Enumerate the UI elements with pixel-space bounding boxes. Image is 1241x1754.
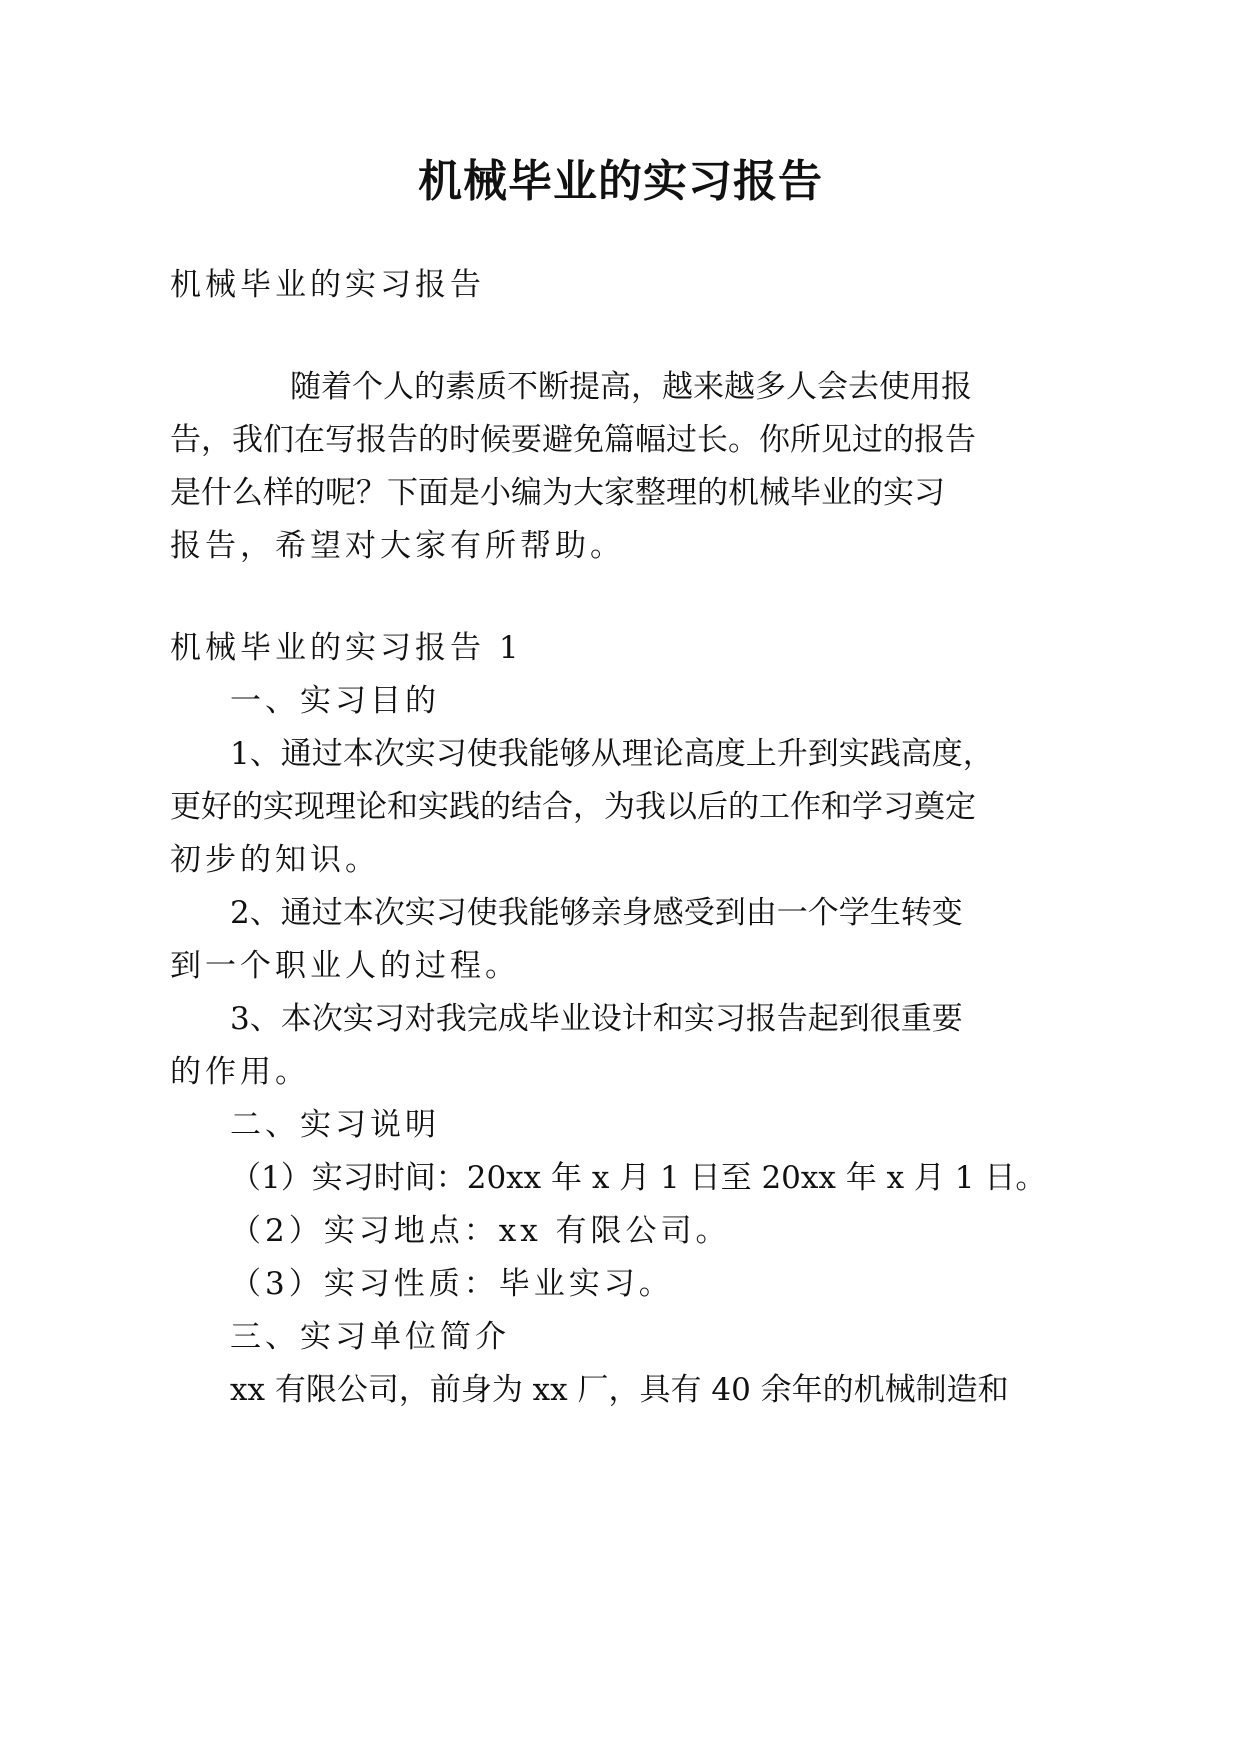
intro-line-2: 告，我们在写报告的时候要避免篇幅过长。你所见过的报告: [170, 422, 976, 458]
intro-line-3: 是什么样的呢？下面是小编为大家整理的机械毕业的实习: [170, 475, 945, 511]
note-nature: （3）实习性质：毕业实习。: [230, 1266, 674, 1302]
intro-line-4: 报告，希望对大家有所帮助。: [170, 528, 625, 564]
intro-line-1: 随着个人的素质不断提高，越来越多人会去使用报: [290, 369, 972, 405]
purpose-3-line-1: 3、本次实习对我完成毕业设计和实习报告起到很重要: [230, 1001, 963, 1037]
note-time: （1）实习时间：20xx 年 x 月 1 日至 20xx 年 x 月 1 日。: [230, 1160, 1047, 1196]
purpose-2-line-1: 2、通过本次实习使我能够亲身感受到由一个学生转变: [230, 895, 963, 931]
document-subtitle: 机械毕业的实习报告: [170, 267, 485, 303]
section-title: 机械毕业的实习报告 1: [170, 630, 523, 666]
heading-purpose: 一、实习目的: [230, 683, 440, 719]
purpose-1-line-2: 更好的实现理论和实践的结合，为我以后的工作和学习奠定: [170, 789, 976, 825]
note-location: （2）实习地点：xx 有限公司。: [230, 1213, 731, 1249]
heading-notes: 二、实习说明: [230, 1107, 440, 1143]
heading-company: 三、实习单位简介: [230, 1319, 510, 1355]
purpose-1-line-1: 1、通过本次实习使我能够从理论高度上升到实践高度，: [230, 736, 994, 772]
company-intro-line-1: xx 有限公司，前身为 xx 厂，具有 40 余年的机械制造和: [230, 1372, 1009, 1408]
purpose-3-line-2: 的作用。: [170, 1054, 310, 1090]
purpose-2-line-2: 到一个职业人的过程。: [170, 948, 520, 984]
document-title: 机械毕业的实习报告: [418, 156, 823, 207]
purpose-1-line-3: 初步的知识。: [170, 842, 380, 878]
